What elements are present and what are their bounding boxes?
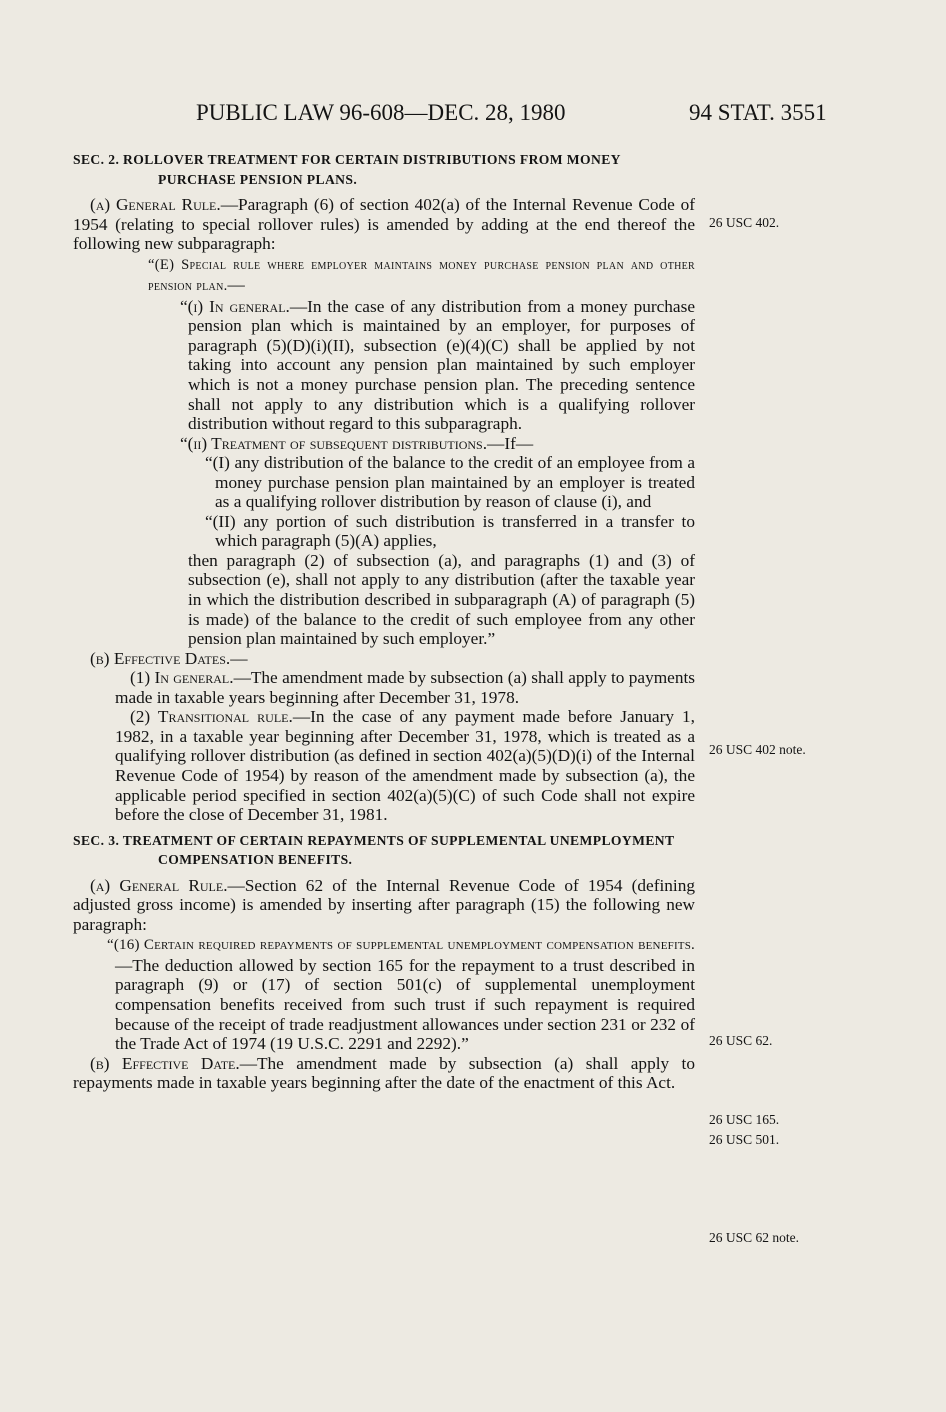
margin-note-402: 26 USC 402. bbox=[709, 215, 780, 230]
sec3-b-text: —The amendment made by subsection (a) shall apply to repayments made in taxable years beginning after the date of the enactment of this Act. bbox=[73, 1053, 695, 1093]
document-body bbox=[73, 150, 695, 1093]
sec3-b-label: (b) Effective Date. bbox=[90, 1053, 240, 1073]
sec2-paragraph-b1 bbox=[73, 668, 695, 707]
sec3-a-text: —Section 62 of the Internal Revenue Code of 1954 (defining adjusted gross income) is amended by inserting after paragraph (15) the following new paragraph: bbox=[73, 875, 695, 934]
margin-note-402-note: 26 USC 402 note. bbox=[709, 742, 806, 757]
sec2-b1-text: —The amendment made by subsection (a) shall apply to payments made in taxable years beginning after December 31, 1978. bbox=[115, 668, 695, 707]
sec2-e-label: “(E) Special rule where employer maintains money purchase pension plan and other pension plan. bbox=[148, 256, 695, 295]
sec2-subclause-II: “(II) any portion of such distribution is transferred in a transfer to which paragraph (5)(A) applies, bbox=[205, 511, 695, 551]
sec2-subparagraph-e bbox=[73, 254, 695, 297]
sec2-i-text: —In the case of any distribution from a money purchase pension plan which is maintained by an employer, for purposes of paragraph (5)(D)(i)(II), subsection (e)(4)(C) shall be applied by not taking into account any pension plan maintained by such employer which is not a money purchase pension plan. The preceding sentence shall not apply to any distribution which is a qualifying rollover distribution without regard to this subparagraph. bbox=[188, 296, 695, 434]
sec2-subsection-a bbox=[73, 195, 695, 254]
margin-note-501: 26 USC 501. bbox=[709, 1132, 780, 1147]
sec2-e-dash: — bbox=[227, 275, 245, 295]
sec2-b2-text: —In the case of any payment made before January 1, 1982, in a taxable year beginning after December 31, 1978, which is treated as a qualifying rollover distribution (as defined in section 402(a)(5)(D)(i) of the Internal Revenue Code of 1954) by reason of the amendment made by subsection (a), the applicable period specified in section 402(a)(5)(C) of such Code shall not expire before the close of December 31, 1981. bbox=[115, 707, 695, 825]
margin-note-165: 26 USC 165. bbox=[709, 1112, 780, 1127]
sec2-ii-label: “(ii) Treatment of subsequent distributions. bbox=[180, 433, 488, 453]
section-2-heading: SEC. 2. ROLLOVER TREATMENT FOR CERTAIN DISTRIBUTIONS FROM MONEY PURCHASE PENSION PLANS. bbox=[73, 152, 621, 187]
sec3-p16-text: —The deduction allowed by section 165 for the repayment to a trust described in paragraph (9) or (17) of section 501(c) of supplemental unemployment compensation benefits received from such trust if such repayment is required because of the receipt of trade readjustment allowances under section 231 or 232 of the Trade Act of 1974 (19 U.S.C. 2291 and 2292).” bbox=[115, 955, 695, 1054]
sec2-ii-text: —If— bbox=[487, 433, 534, 453]
sec2-i-label: “(i) In general. bbox=[180, 296, 290, 316]
page-header-title: PUBLIC LAW 96-608—DEC. 28, 1980 bbox=[196, 100, 566, 125]
sec2-b1-label: (1) In general. bbox=[130, 668, 234, 688]
margin-note-62-note: 26 USC 62 note. bbox=[709, 1230, 800, 1245]
sec3-paragraph-16 bbox=[73, 934, 695, 1053]
sec2-a-text: —Paragraph (6) of section 402(a) of the Internal Revenue Code of 1954 (relating to special rollover rules) is amended by adding at the end thereof the following new subparagraph: bbox=[73, 195, 695, 254]
sec2-b2-label: (2) Transitional rule. bbox=[130, 707, 293, 727]
sec2-clause-ii bbox=[73, 434, 695, 454]
sec3-subsection-a bbox=[73, 876, 695, 935]
sec2-subclause-I: “(I) any distribution of the balance to the credit of an employee from a money purchase pension plan maintained by an employer is treated as a qualifying rollover distribution by reason of clause (i), and bbox=[205, 453, 695, 512]
sec3-p16-label: “(16) Certain required repayments of supplemental unemployment compensation benefits. bbox=[107, 937, 695, 954]
sec2-clause-i bbox=[73, 297, 695, 434]
sec2-a-label: (a) General Rule. bbox=[90, 195, 221, 215]
sec3-a-label: (a) General Rule. bbox=[90, 875, 228, 895]
sec2-paragraph-b2 bbox=[73, 707, 695, 824]
page-header-stat: 94 STAT. 3551 bbox=[689, 100, 827, 125]
sec2-then-paragraph: then paragraph (2) of subsection (a), and paragraphs (1) and (3) of subsection (e), shall not apply to any distribution (after the taxable year in which the distribution described in subparagraph (A) of paragraph (5) is made) of the balance to the credit of such employee from any other pension plan maintained by such employer.” bbox=[188, 550, 695, 649]
sec3-subsection-b bbox=[73, 1054, 695, 1093]
sec2-subsection-b bbox=[73, 649, 695, 669]
sec2-b-dash: — bbox=[230, 648, 248, 668]
margin-note-62: 26 USC 62. bbox=[709, 1033, 773, 1048]
sec2-b-label: (b) Effective Dates. bbox=[90, 648, 231, 668]
section-3-heading: SEC. 3. TREATMENT OF CERTAIN REPAYMENTS OF SUPPLEMENTAL UNEMPLOYMENT COMPENSATION BENEFITS. bbox=[73, 832, 675, 868]
